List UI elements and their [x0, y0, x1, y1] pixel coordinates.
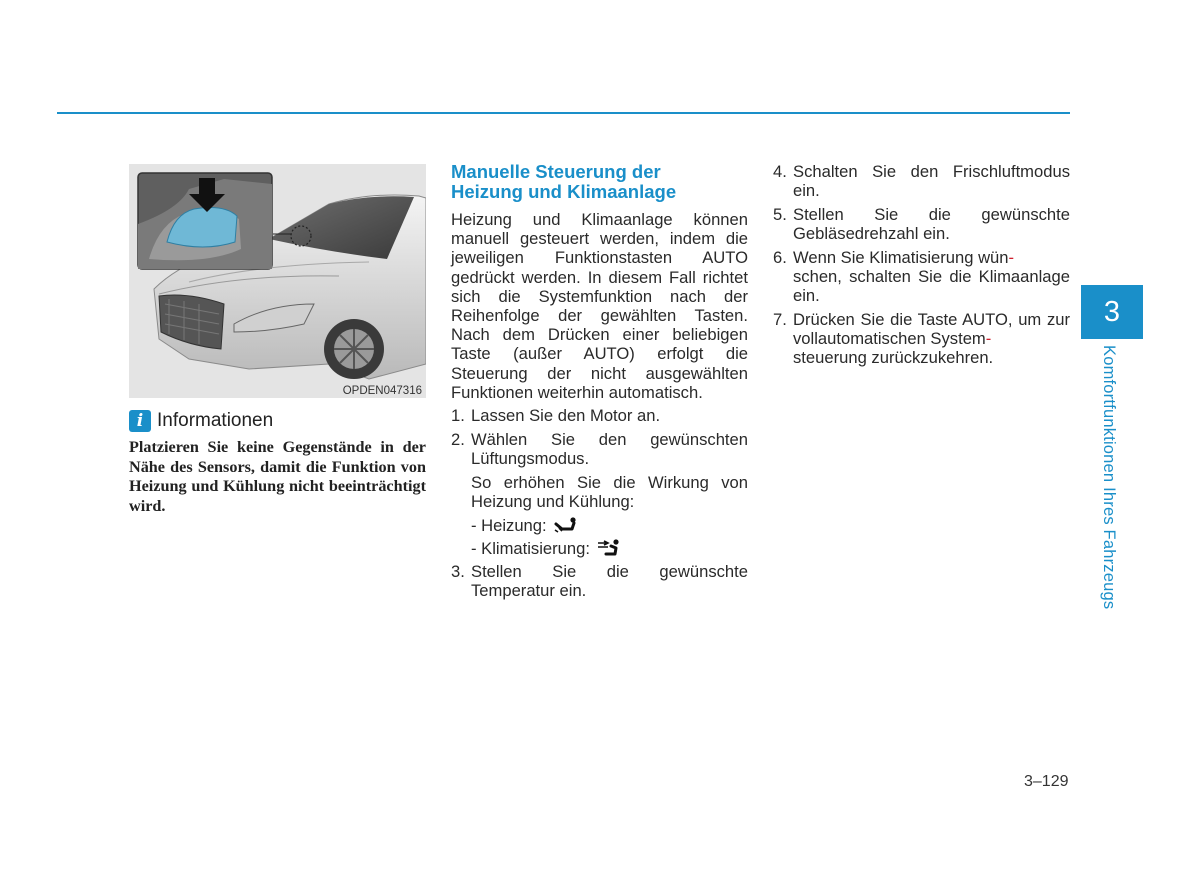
- step-text: Wählen Sie den gewünschten Lüftungsmodus.: [471, 429, 748, 468]
- step-number: 5.: [773, 204, 787, 224]
- step-4: [773, 162, 1070, 200]
- header-rule: [57, 112, 1070, 114]
- hyphen-mark: -: [985, 329, 992, 349]
- step-text-part: Drücken Sie die Taste AUTO, um zur vollautomatischen System: [793, 309, 1070, 349]
- floor-heat-mode-icon: [554, 517, 580, 533]
- step-text: [793, 310, 1070, 368]
- step-5: [773, 205, 1070, 243]
- mode-label: - Klimatisierung:: [471, 538, 590, 558]
- step-number: 7.: [773, 309, 787, 329]
- face-vent-mode-icon: [597, 539, 623, 557]
- step-text: [793, 248, 1070, 306]
- step-text: Schalten Sie den Frischluftmodus ein.: [793, 162, 1070, 201]
- column-right: [773, 162, 1070, 372]
- step-text: Lassen Sie den Motor an.: [471, 406, 661, 426]
- step-text: Stellen Sie die gewünschte Temperatur ein.: [471, 561, 748, 601]
- section-title-line2: Heizung und Klimaanlage: [451, 181, 677, 202]
- intro-paragraph: Heizung und Klimaanlage können manuell gesteuert werden, indem die jeweiligen Funktionstasten AUTO gedrückt werden. In diesem Fall richtet sich die Systemfunktion nach der Reihenfolge der gewählten Tasten. Nach dem Drücken einer beliebigen Taste (außer AUTO) erfolgt die Steuerung der nicht ausgewählten Funktionen weiterhin automatisch.: [451, 210, 748, 402]
- step-1: [451, 406, 748, 425]
- car-sensor-figure: [129, 164, 426, 398]
- section-title-line1: Manuelle Steuerung der: [451, 161, 661, 182]
- step-number: 4.: [773, 162, 787, 181]
- step-3: [451, 562, 748, 600]
- figure-code: OPDEN047316: [342, 385, 422, 397]
- chapter-title: Komfortfunktionen Ihres Fahrzeugs: [1100, 345, 1118, 610]
- step-6: [773, 248, 1070, 306]
- info-text: Platzieren Sie keine Gegenstände in der Nähe des Sensors, damit die Funktion von Heizung und Kühlung nicht beeinträchtigt wird.: [129, 438, 426, 515]
- hyphen-mark: -: [1008, 247, 1015, 267]
- mode-label: - Heizung:: [471, 515, 547, 535]
- step-7: [773, 310, 1070, 368]
- step-2-note: So erhöhen Sie die Wirkung von Heizung und Kühlung:: [471, 472, 748, 511]
- step-number: 3.: [451, 561, 465, 581]
- step-number: 2.: [451, 429, 465, 449]
- info-title: Informationen: [157, 410, 274, 431]
- step-text-part: schen, schalten Sie die Klimaanlage ein.: [793, 267, 1070, 306]
- mode-heating: [451, 516, 748, 535]
- step-number: 6.: [773, 247, 787, 267]
- column-middle: [451, 162, 748, 605]
- step-text-part: steuerung zurückzukehren.: [793, 348, 994, 368]
- info-icon: i: [129, 410, 151, 432]
- info-header: [129, 408, 273, 434]
- step-2: [451, 430, 748, 468]
- step-text: Stellen Sie die gewünschte Gebläsedrehzahl ein.: [793, 204, 1070, 244]
- mode-cooling: [451, 539, 748, 558]
- step-number: 1.: [451, 406, 465, 426]
- page-number: 3–129: [1024, 773, 1069, 790]
- chapter-tab: 3: [1081, 285, 1143, 339]
- section-title: [451, 162, 748, 202]
- car-illustration: [129, 164, 426, 398]
- step-text-part: Wenn Sie Klimatisierung wün: [793, 247, 1009, 267]
